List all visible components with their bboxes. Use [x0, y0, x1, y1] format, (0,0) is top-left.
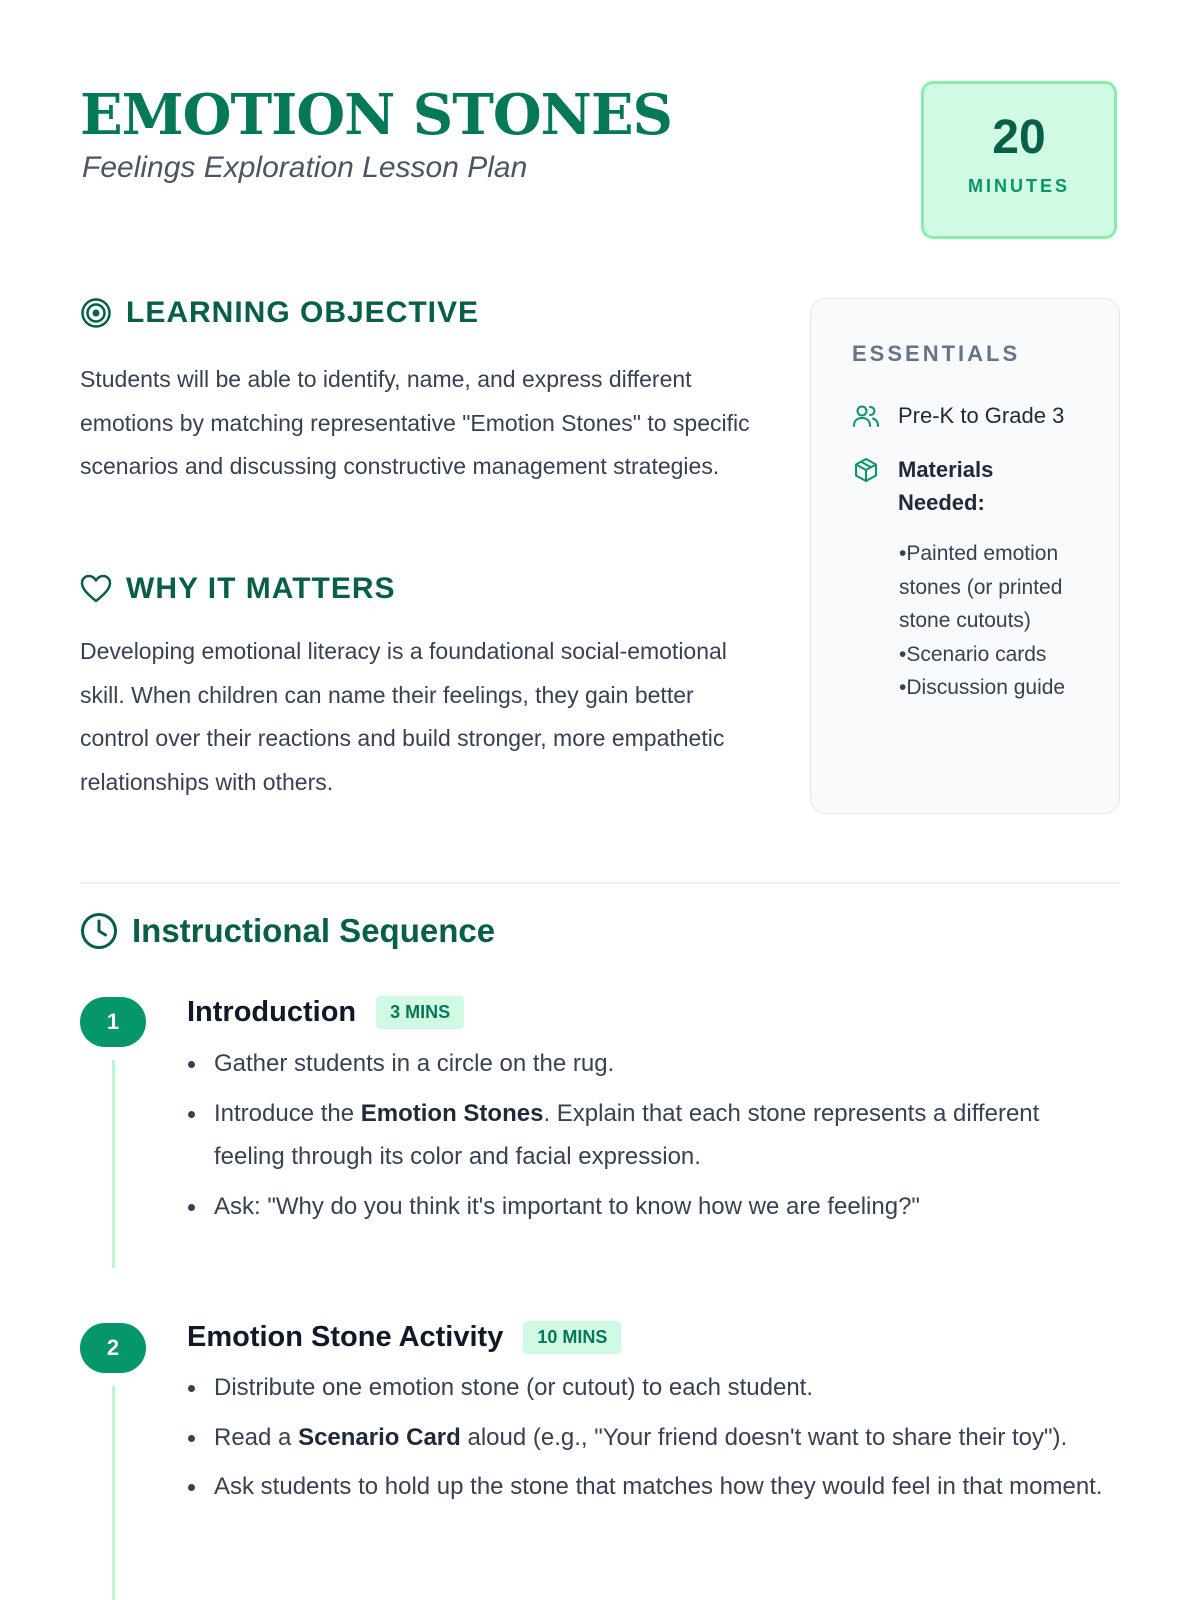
materials-row: [852, 453, 1018, 519]
emphasis-text: Emotion Stones: [360, 1099, 544, 1127]
sequence-heading-text: Instructional Sequence: [132, 912, 496, 949]
step-number: 2: [80, 1323, 146, 1373]
step-item: Distribute one emotion stone (or cutout) to each student.: [186, 1366, 1116, 1410]
materials-item: • Discussion guide: [899, 671, 1099, 705]
step-item: Ask students to hold up the stone that matches how they would feel in that moment.: [186, 1465, 1116, 1509]
step-header: [187, 1321, 621, 1354]
step-number: 1: [80, 997, 146, 1047]
step-items: [186, 1042, 1116, 1234]
package-icon: [852, 456, 880, 484]
materials-label: Materials Needed:: [898, 457, 994, 515]
materials-list: [899, 537, 1099, 705]
duration-value: 20: [992, 111, 1046, 164]
clock-icon: [80, 912, 118, 950]
why-heading-text: WHY IT MATTERS: [126, 572, 396, 605]
sequence-heading: [80, 912, 495, 950]
objective-heading-text: LEARNING OBJECTIVE: [126, 296, 480, 329]
materials-item: • Painted emotion stones (or printed stone cutouts): [899, 537, 1099, 638]
materials-item: • Scenario cards: [899, 638, 1099, 672]
step-duration-badge: 10 MINS: [523, 1321, 621, 1354]
objective-heading: [80, 296, 479, 330]
step-connector: [112, 1060, 115, 1268]
step-item: Ask: "Why do you think it's important to know how we are feeling?": [186, 1185, 1116, 1229]
why-heading: [80, 572, 396, 606]
step-title: Introduction: [187, 996, 357, 1028]
step-item: Introduce the Emotion Stones. Explain that each stone represents a different feeling through its color and facial expression.: [186, 1092, 1116, 1179]
essentials-card: [810, 298, 1120, 814]
step-items: [186, 1366, 1116, 1515]
step-title: Emotion Stone Activity: [187, 1321, 504, 1353]
duration-badge: [921, 81, 1117, 239]
heart-icon: [80, 574, 112, 604]
grade-row: [852, 399, 1064, 432]
step-item: Gather students in a circle on the rug.: [186, 1042, 1116, 1086]
step-duration-badge: 3 MINS: [376, 996, 464, 1029]
page-title: EMOTION STONES: [80, 82, 672, 148]
why-text: Developing emotional literacy is a foundational social-emotional skill. When children can name their feelings, they gain better control over their reactions and build stronger, more empathetic relationships with others.: [80, 638, 727, 795]
step-item: Read a Scenario Card aloud (e.g., "Your friend doesn't want to share their toy").: [186, 1416, 1116, 1460]
section-divider: [80, 882, 1120, 884]
grade-level: Pre-K to Grade 3: [898, 403, 1065, 428]
step-connector: [112, 1386, 115, 1600]
page-subtitle: Feelings Exploration Lesson Plan: [82, 151, 528, 184]
objective-text: Students will be able to identify, name, and express different emotions by matching representative "Emotion Stones" to specific scenarios and discussing constructive management strategies.: [80, 366, 750, 479]
emphasis-text: Scenario Card: [298, 1423, 461, 1451]
target-icon: [80, 297, 112, 329]
essentials-title: ESSENTIALS: [852, 341, 1021, 366]
step-header: [187, 996, 464, 1029]
duration-unit: MINUTES: [968, 176, 1070, 196]
users-icon: [852, 402, 880, 430]
